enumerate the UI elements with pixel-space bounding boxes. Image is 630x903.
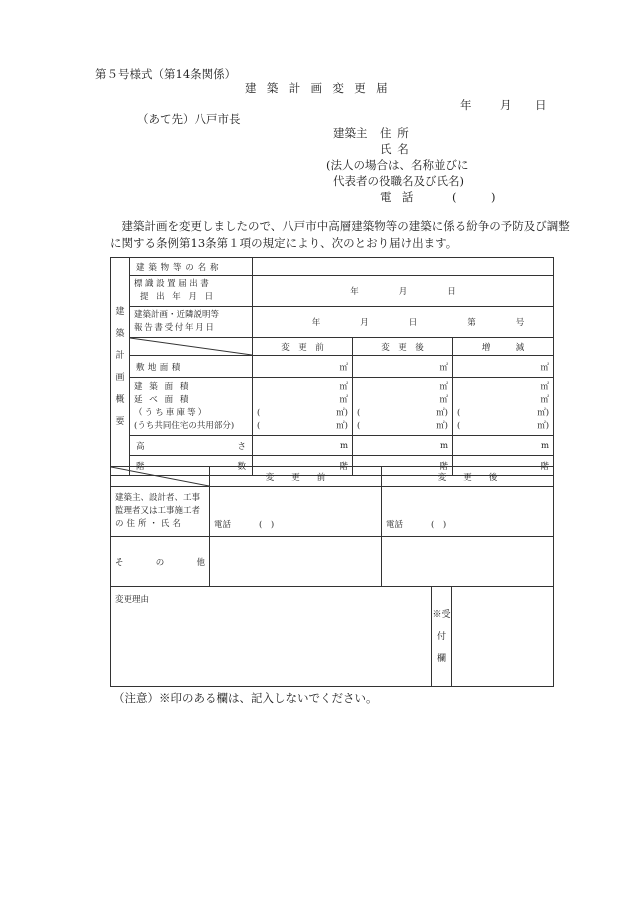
site-area-label: 敷地面積: [130, 356, 253, 378]
height-change[interactable]: m: [453, 436, 554, 456]
corp-note-1: (法人の場合は、名称並びに: [326, 158, 469, 172]
sign-date-label: 標識設置届出書 提出年月日: [130, 276, 253, 307]
date-month: 月: [500, 98, 512, 112]
area-after[interactable]: ㎡ ㎡ ( ㎡) ( ㎡): [353, 378, 453, 436]
floors-before[interactable]: 階: [253, 456, 353, 476]
area-before[interactable]: ㎡ ㎡ ( ㎡) ( ㎡): [253, 378, 353, 436]
parties-header-after: 変 更 後: [382, 467, 554, 487]
footnote: （注意）※印のある欄は、記入しないでください。: [113, 691, 378, 705]
floors-after[interactable]: 階: [353, 456, 453, 476]
building-name-field[interactable]: [253, 258, 554, 276]
form-title: 建築計画変更届: [245, 81, 398, 95]
diagonal-cell: [130, 338, 253, 356]
corp-note-2: 代表者の役職名及び氏名): [333, 174, 464, 188]
site-area-before[interactable]: ㎡: [253, 356, 353, 378]
reason-field[interactable]: [111, 587, 432, 687]
reception-field: [452, 587, 554, 687]
header-change: 増 減: [453, 338, 554, 356]
party-label: 建築主、設計者、工事 監理者又は工事施工者 の住所・氏名: [111, 487, 210, 537]
side-label: 建 築 計 画 概 要: [111, 258, 130, 476]
report-date-label: 建築計画・近隣説明等 報告書受付年月日: [130, 307, 253, 338]
sign-date-field[interactable]: 年 月 日: [253, 276, 554, 307]
other-label: そ の 他: [111, 537, 210, 587]
parties-diagonal-cell: [111, 467, 210, 487]
site-area-after[interactable]: ㎡: [353, 356, 453, 378]
floors-change[interactable]: 階: [453, 456, 554, 476]
plan-overview-table: [110, 257, 554, 476]
other-before-field[interactable]: [210, 537, 382, 587]
header-before: 変 更 前: [253, 338, 353, 356]
phone-paren: ( ): [452, 190, 496, 204]
addressee: （あて先）八戸市長: [137, 112, 241, 126]
form-number: 第５号様式（第14条関係）: [95, 67, 237, 81]
owner-label: 建築主: [333, 126, 368, 140]
party-after-field[interactable]: 電話 ( ): [382, 487, 554, 537]
building-name-label: 建築物等の名称: [130, 258, 253, 276]
height-after[interactable]: m: [353, 436, 453, 456]
address-label: 住所: [380, 126, 415, 140]
reason-table: [110, 586, 554, 687]
parties-header-before: 変 更 前: [210, 467, 382, 487]
height-before[interactable]: m: [253, 436, 353, 456]
header-after: 変 更 後: [353, 338, 453, 356]
reception-label: ※受 付 欄: [432, 587, 452, 687]
floors-label: 階 数: [130, 456, 253, 476]
height-label: 高 さ: [130, 436, 253, 456]
date-year: 年: [460, 98, 472, 112]
date-day: 日: [535, 98, 547, 112]
body-text: 建築計画を変更しましたので、八戸市中高層建築物等の建築に係る紛争の予防及び調整に関する条例第13条第１項の規定により、次のとおり届け出ます。: [110, 219, 570, 250]
area-change[interactable]: ㎡ ㎡ ( ㎡) ( ㎡): [453, 378, 554, 436]
site-area-change[interactable]: ㎡: [453, 356, 554, 378]
reason-label: 変更理由: [115, 595, 150, 605]
party-before-field[interactable]: 電話 ( ): [210, 487, 382, 537]
area-labels: 建築面積 延べ面積 （うち車庫等） (うち共同住宅の共用部分): [130, 378, 253, 436]
parties-table: [110, 466, 554, 587]
name-label: 氏名: [380, 142, 415, 156]
phone-label: 電話: [380, 190, 424, 204]
other-after-field[interactable]: [382, 537, 554, 587]
report-date-field[interactable]: 年 月 日 第 号: [253, 307, 554, 338]
